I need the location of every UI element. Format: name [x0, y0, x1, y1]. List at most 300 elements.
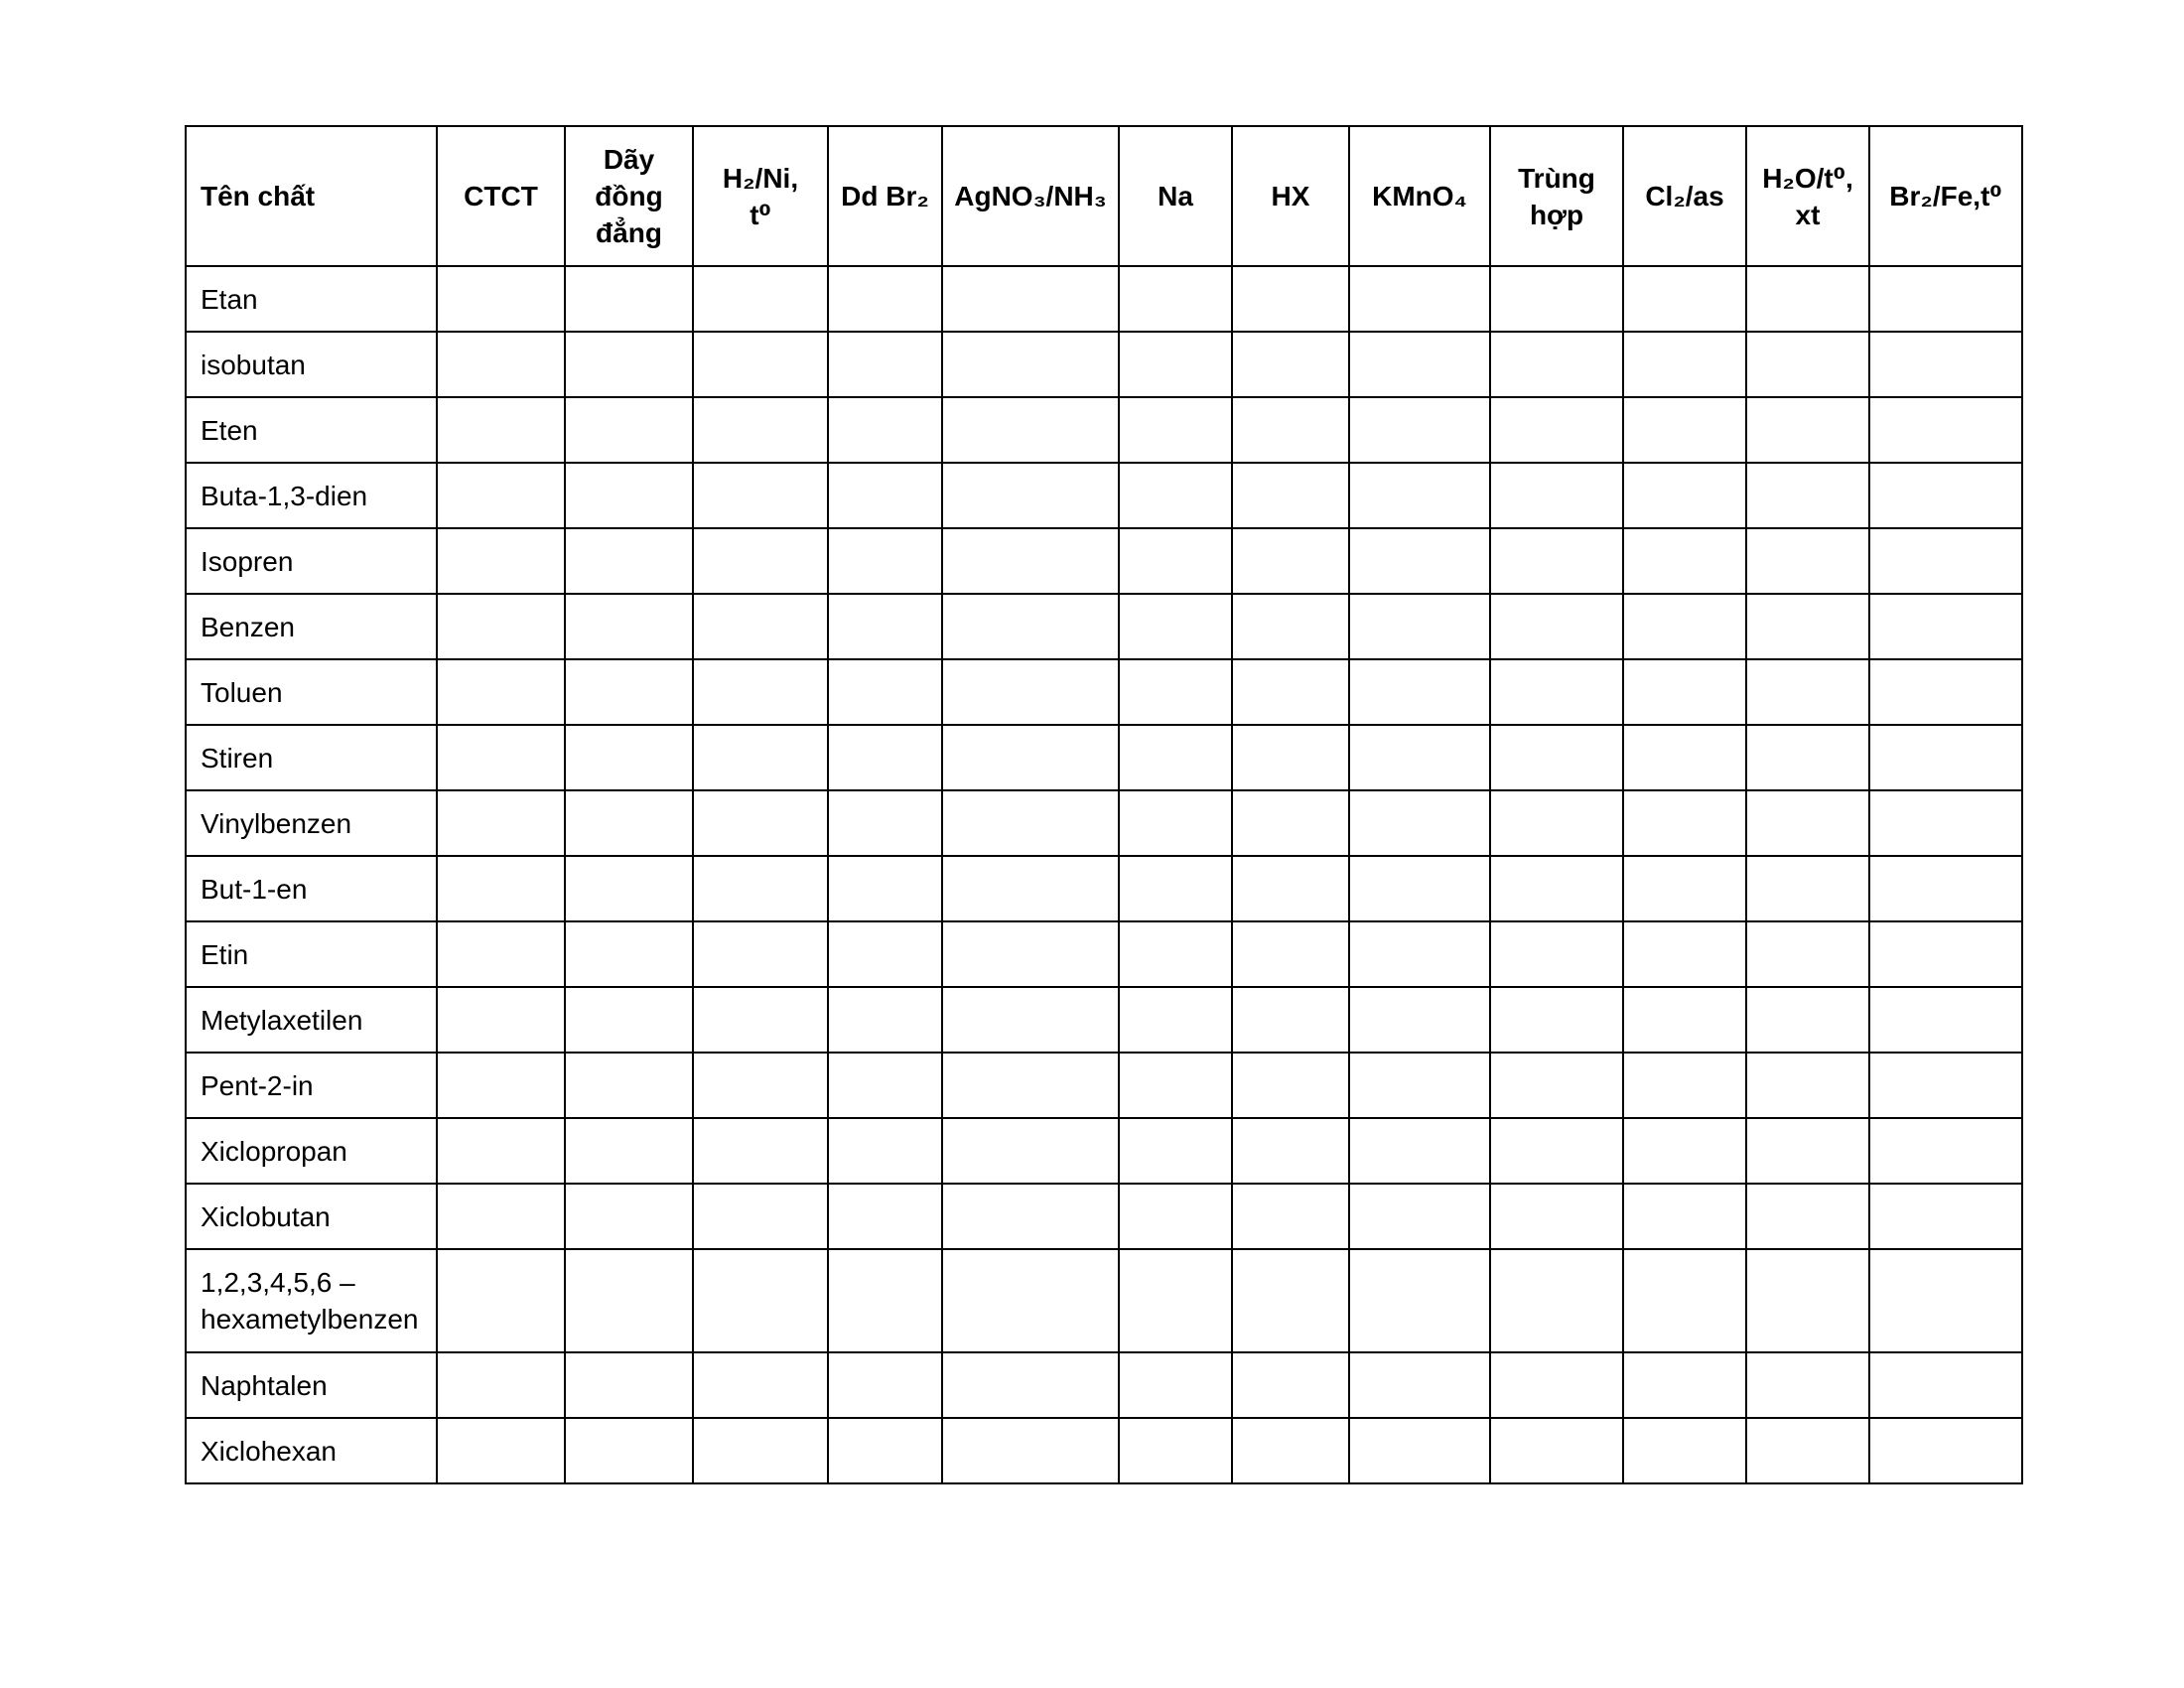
empty-cell-na[interactable]: [1119, 397, 1232, 463]
column-header-line: Dd Br₂: [841, 181, 929, 211]
empty-cell-ctct[interactable]: [437, 659, 565, 725]
column-header-line: AgNO₃/NH₃: [954, 181, 1107, 211]
empty-cell-na[interactable]: [1119, 1418, 1232, 1483]
empty-cell-h2-ni[interactable]: [693, 1249, 828, 1352]
empty-cell-kmno4[interactable]: [1349, 1418, 1490, 1483]
empty-cell-br2-fe[interactable]: [1869, 397, 2022, 463]
empty-cell-day-dong-dang[interactable]: [565, 528, 693, 594]
empty-cell-dd-br2[interactable]: [828, 1118, 942, 1184]
empty-cell-cl2-as[interactable]: [1623, 1053, 1746, 1118]
empty-cell-agno3-nh3[interactable]: [942, 1118, 1119, 1184]
empty-cell-h2o-xt[interactable]: [1746, 1418, 1869, 1483]
empty-cell-agno3-nh3[interactable]: [942, 856, 1119, 921]
substance-name: Stiren: [201, 742, 274, 774]
substance-name: isobutan: [201, 349, 306, 380]
empty-cell-day-dong-dang[interactable]: [565, 1418, 693, 1483]
empty-cell-dd-br2[interactable]: [828, 1418, 942, 1483]
substance-name: Etin: [201, 938, 249, 970]
empty-cell-h2-ni[interactable]: [693, 594, 828, 659]
empty-cell-br2-fe[interactable]: [1869, 266, 2022, 332]
empty-cell-dd-br2[interactable]: [828, 1053, 942, 1118]
empty-cell-day-dong-dang[interactable]: [565, 1118, 693, 1184]
empty-cell-na[interactable]: [1119, 725, 1232, 790]
empty-cell-dd-br2[interactable]: [828, 528, 942, 594]
empty-cell-br2-fe[interactable]: [1869, 725, 2022, 790]
empty-cell-h2o-xt[interactable]: [1746, 659, 1869, 725]
empty-cell-cl2-as[interactable]: [1623, 921, 1746, 987]
substance-name: Vinylbenzen: [201, 807, 352, 839]
empty-cell-na[interactable]: [1119, 1118, 1232, 1184]
empty-cell-na[interactable]: [1119, 856, 1232, 921]
empty-cell-cl2-as[interactable]: [1623, 332, 1746, 397]
empty-cell-na[interactable]: [1119, 1352, 1232, 1418]
substance-name-cell: [186, 790, 437, 856]
substance-name: Naphtalen: [201, 1369, 328, 1401]
empty-cell-br2-fe[interactable]: [1869, 463, 2022, 528]
table-row: [186, 332, 2022, 397]
substance-name: Buta-1,3-dien: [201, 480, 368, 511]
empty-cell-h2o-xt[interactable]: [1746, 856, 1869, 921]
empty-cell-trung-hop[interactable]: [1490, 1418, 1623, 1483]
empty-cell-na[interactable]: [1119, 266, 1232, 332]
empty-cell-dd-br2[interactable]: [828, 987, 942, 1053]
empty-cell-hx[interactable]: [1232, 1184, 1349, 1249]
substance-name: Etan: [201, 283, 258, 315]
empty-cell-dd-br2[interactable]: [828, 594, 942, 659]
column-header-br2-fe: [1869, 126, 2022, 266]
empty-cell-ctct[interactable]: [437, 1118, 565, 1184]
empty-cell-kmno4[interactable]: [1349, 1118, 1490, 1184]
substance-name: Eten: [201, 414, 258, 446]
substance-name: 1,2,3,4,5,6 –: [201, 1267, 355, 1298]
substance-name: Xiclopropan: [201, 1135, 347, 1167]
empty-cell-br2-fe[interactable]: [1869, 528, 2022, 594]
empty-cell-kmno4[interactable]: [1349, 266, 1490, 332]
empty-cell-day-dong-dang[interactable]: [565, 987, 693, 1053]
empty-cell-br2-fe[interactable]: [1869, 1352, 2022, 1418]
empty-cell-ctct[interactable]: [437, 332, 565, 397]
empty-cell-trung-hop[interactable]: [1490, 1249, 1623, 1352]
empty-cell-cl2-as[interactable]: [1623, 1352, 1746, 1418]
empty-cell-cl2-as[interactable]: [1623, 1418, 1746, 1483]
empty-cell-trung-hop[interactable]: [1490, 1118, 1623, 1184]
empty-cell-dd-br2[interactable]: [828, 921, 942, 987]
empty-cell-br2-fe[interactable]: [1869, 1418, 2022, 1483]
table-row: [186, 1118, 2022, 1184]
empty-cell-hx[interactable]: [1232, 659, 1349, 725]
column-header-line: Dãy: [603, 144, 655, 175]
substance-name: Benzen: [201, 611, 295, 642]
empty-cell-br2-fe[interactable]: [1869, 332, 2022, 397]
empty-cell-hx[interactable]: [1232, 1249, 1349, 1352]
column-header-line: Tên chất: [201, 181, 316, 211]
empty-cell-cl2-as[interactable]: [1623, 725, 1746, 790]
empty-cell-agno3-nh3[interactable]: [942, 921, 1119, 987]
column-header-h2-ni: [693, 126, 828, 266]
empty-cell-h2o-xt[interactable]: [1746, 594, 1869, 659]
empty-cell-ctct[interactable]: [437, 856, 565, 921]
empty-cell-trung-hop[interactable]: [1490, 528, 1623, 594]
empty-cell-cl2-as[interactable]: [1623, 397, 1746, 463]
empty-cell-day-dong-dang[interactable]: [565, 332, 693, 397]
empty-cell-day-dong-dang[interactable]: [565, 659, 693, 725]
empty-cell-trung-hop[interactable]: [1490, 594, 1623, 659]
empty-cell-agno3-nh3[interactable]: [942, 725, 1119, 790]
empty-cell-ctct[interactable]: [437, 790, 565, 856]
substance-name-cell: [186, 1053, 437, 1118]
empty-cell-ctct[interactable]: [437, 1184, 565, 1249]
empty-cell-h2o-xt[interactable]: [1746, 725, 1869, 790]
substance-name: Xiclobutan: [201, 1200, 331, 1232]
empty-cell-kmno4[interactable]: [1349, 856, 1490, 921]
empty-cell-na[interactable]: [1119, 332, 1232, 397]
substance-name-cell: [186, 463, 437, 528]
empty-cell-na[interactable]: [1119, 921, 1232, 987]
empty-cell-dd-br2[interactable]: [828, 659, 942, 725]
empty-cell-day-dong-dang[interactable]: [565, 921, 693, 987]
empty-cell-day-dong-dang[interactable]: [565, 1249, 693, 1352]
substance-name-cell: [186, 1118, 437, 1184]
empty-cell-trung-hop[interactable]: [1490, 332, 1623, 397]
empty-cell-agno3-nh3[interactable]: [942, 528, 1119, 594]
empty-cell-h2o-xt[interactable]: [1746, 266, 1869, 332]
column-header-line: Br₂/Fe,t⁰: [1889, 181, 2002, 211]
empty-cell-h2-ni[interactable]: [693, 1118, 828, 1184]
empty-cell-br2-fe[interactable]: [1869, 921, 2022, 987]
empty-cell-h2-ni[interactable]: [693, 987, 828, 1053]
substance-name-cell: [186, 594, 437, 659]
empty-cell-cl2-as[interactable]: [1623, 528, 1746, 594]
empty-cell-dd-br2[interactable]: [828, 397, 942, 463]
empty-cell-ctct[interactable]: [437, 1352, 565, 1418]
empty-cell-hx[interactable]: [1232, 397, 1349, 463]
substance-name: Toluen: [201, 676, 283, 708]
empty-cell-kmno4[interactable]: [1349, 594, 1490, 659]
empty-cell-h2-ni[interactable]: [693, 266, 828, 332]
empty-cell-day-dong-dang[interactable]: [565, 463, 693, 528]
empty-cell-br2-fe[interactable]: [1869, 1249, 2022, 1352]
empty-cell-na[interactable]: [1119, 790, 1232, 856]
empty-cell-cl2-as[interactable]: [1623, 266, 1746, 332]
empty-cell-day-dong-dang[interactable]: [565, 725, 693, 790]
empty-cell-h2o-xt[interactable]: [1746, 1249, 1869, 1352]
empty-cell-h2o-xt[interactable]: [1746, 332, 1869, 397]
empty-cell-agno3-nh3[interactable]: [942, 1352, 1119, 1418]
empty-cell-hx[interactable]: [1232, 987, 1349, 1053]
empty-cell-cl2-as[interactable]: [1623, 463, 1746, 528]
empty-cell-trung-hop[interactable]: [1490, 725, 1623, 790]
empty-cell-hx[interactable]: [1232, 921, 1349, 987]
table-row: [186, 856, 2022, 921]
table-row: [186, 397, 2022, 463]
column-header-h2o-xt: [1746, 126, 1869, 266]
empty-cell-ctct[interactable]: [437, 594, 565, 659]
empty-cell-trung-hop[interactable]: [1490, 397, 1623, 463]
empty-cell-ctct[interactable]: [437, 725, 565, 790]
empty-cell-na[interactable]: [1119, 594, 1232, 659]
empty-cell-day-dong-dang[interactable]: [565, 1184, 693, 1249]
empty-cell-ctct[interactable]: [437, 1053, 565, 1118]
empty-cell-hx[interactable]: [1232, 1352, 1349, 1418]
substance-name-cell: [186, 725, 437, 790]
empty-cell-trung-hop[interactable]: [1490, 1184, 1623, 1249]
empty-cell-h2o-xt[interactable]: [1746, 790, 1869, 856]
empty-cell-kmno4[interactable]: [1349, 987, 1490, 1053]
empty-cell-br2-fe[interactable]: [1869, 659, 2022, 725]
substance-name: Isopren: [201, 545, 294, 577]
table-row: [186, 266, 2022, 332]
column-header-line: KMnO₄: [1372, 181, 1467, 211]
empty-cell-agno3-nh3[interactable]: [942, 987, 1119, 1053]
empty-cell-kmno4[interactable]: [1349, 790, 1490, 856]
empty-cell-trung-hop[interactable]: [1490, 987, 1623, 1053]
empty-cell-trung-hop[interactable]: [1490, 1352, 1623, 1418]
empty-cell-trung-hop[interactable]: [1490, 463, 1623, 528]
header-row: [186, 126, 2022, 266]
empty-cell-h2o-xt[interactable]: [1746, 397, 1869, 463]
empty-cell-kmno4[interactable]: [1349, 332, 1490, 397]
empty-cell-br2-fe[interactable]: [1869, 790, 2022, 856]
empty-cell-h2o-xt[interactable]: [1746, 528, 1869, 594]
empty-cell-kmno4[interactable]: [1349, 1184, 1490, 1249]
empty-cell-h2-ni[interactable]: [693, 397, 828, 463]
empty-cell-day-dong-dang[interactable]: [565, 1352, 693, 1418]
substance-name: Metylaxetilen: [201, 1004, 363, 1036]
empty-cell-hx[interactable]: [1232, 594, 1349, 659]
empty-cell-kmno4[interactable]: [1349, 397, 1490, 463]
empty-cell-ctct[interactable]: [437, 1418, 565, 1483]
empty-cell-br2-fe[interactable]: [1869, 987, 2022, 1053]
empty-cell-ctct[interactable]: [437, 463, 565, 528]
table-row: [186, 987, 2022, 1053]
empty-cell-cl2-as[interactable]: [1623, 1249, 1746, 1352]
empty-cell-h2-ni[interactable]: [693, 659, 828, 725]
empty-cell-dd-br2[interactable]: [828, 1184, 942, 1249]
empty-cell-agno3-nh3[interactable]: [942, 659, 1119, 725]
substance-name-cell: [186, 332, 437, 397]
table-row: [186, 790, 2022, 856]
empty-cell-kmno4[interactable]: [1349, 725, 1490, 790]
substance-name-cell: [186, 1184, 437, 1249]
substance-name-cell: [186, 397, 437, 463]
empty-cell-hx[interactable]: [1232, 528, 1349, 594]
empty-cell-na[interactable]: [1119, 1184, 1232, 1249]
empty-cell-h2o-xt[interactable]: [1746, 1118, 1869, 1184]
empty-cell-hx[interactable]: [1232, 463, 1349, 528]
empty-cell-kmno4[interactable]: [1349, 463, 1490, 528]
substance-name: hexametylbenzen: [201, 1304, 419, 1335]
column-header-line: HX: [1271, 181, 1310, 211]
empty-cell-na[interactable]: [1119, 1249, 1232, 1352]
empty-cell-h2-ni[interactable]: [693, 725, 828, 790]
empty-cell-hx[interactable]: [1232, 725, 1349, 790]
empty-cell-cl2-as[interactable]: [1623, 659, 1746, 725]
empty-cell-h2o-xt[interactable]: [1746, 987, 1869, 1053]
table-row: [186, 1352, 2022, 1418]
column-header-line: Cl₂/as: [1645, 181, 1724, 211]
empty-cell-kmno4[interactable]: [1349, 1053, 1490, 1118]
empty-cell-h2-ni[interactable]: [693, 1352, 828, 1418]
empty-cell-cl2-as[interactable]: [1623, 1184, 1746, 1249]
table-row: [186, 921, 2022, 987]
empty-cell-h2-ni[interactable]: [693, 1053, 828, 1118]
substance-name: Xiclohexan: [201, 1435, 337, 1467]
reaction-table: [185, 125, 2023, 1484]
substance-name: But-1-en: [201, 873, 308, 905]
empty-cell-h2-ni[interactable]: [693, 528, 828, 594]
table-row: [186, 1184, 2022, 1249]
substance-name-cell: [186, 528, 437, 594]
empty-cell-agno3-nh3[interactable]: [942, 1418, 1119, 1483]
empty-cell-kmno4[interactable]: [1349, 1352, 1490, 1418]
empty-cell-br2-fe[interactable]: [1869, 1118, 2022, 1184]
column-header-dd-br2: [828, 126, 942, 266]
empty-cell-agno3-nh3[interactable]: [942, 1184, 1119, 1249]
table-row: [186, 725, 2022, 790]
empty-cell-trung-hop[interactable]: [1490, 921, 1623, 987]
empty-cell-agno3-nh3[interactable]: [942, 1249, 1119, 1352]
column-header-line: Trùng: [1518, 162, 1595, 194]
empty-cell-br2-fe[interactable]: [1869, 594, 2022, 659]
empty-cell-h2o-xt[interactable]: [1746, 1352, 1869, 1418]
empty-cell-cl2-as[interactable]: [1623, 594, 1746, 659]
empty-cell-kmno4[interactable]: [1349, 1249, 1490, 1352]
empty-cell-h2o-xt[interactable]: [1746, 463, 1869, 528]
empty-cell-agno3-nh3[interactable]: [942, 332, 1119, 397]
empty-cell-na[interactable]: [1119, 659, 1232, 725]
column-header-line: đẳng: [596, 217, 662, 248]
empty-cell-trung-hop[interactable]: [1490, 266, 1623, 332]
empty-cell-h2-ni[interactable]: [693, 856, 828, 921]
empty-cell-hx[interactable]: [1232, 1118, 1349, 1184]
empty-cell-kmno4[interactable]: [1349, 659, 1490, 725]
column-header-ten-chat: [186, 126, 437, 266]
column-header-line: xt: [1795, 199, 1821, 230]
empty-cell-agno3-nh3[interactable]: [942, 463, 1119, 528]
empty-cell-agno3-nh3[interactable]: [942, 397, 1119, 463]
empty-cell-ctct[interactable]: [437, 1249, 565, 1352]
empty-cell-na[interactable]: [1119, 1053, 1232, 1118]
column-header-line: hợp: [1529, 199, 1584, 230]
column-header-hx: [1232, 126, 1349, 266]
empty-cell-dd-br2[interactable]: [828, 725, 942, 790]
empty-cell-dd-br2[interactable]: [828, 463, 942, 528]
empty-cell-dd-br2[interactable]: [828, 1352, 942, 1418]
table-row: [186, 463, 2022, 528]
empty-cell-h2-ni[interactable]: [693, 921, 828, 987]
column-header-line: CTCT: [464, 181, 538, 211]
empty-cell-dd-br2[interactable]: [828, 790, 942, 856]
table-header: [186, 126, 2022, 266]
empty-cell-ctct[interactable]: [437, 987, 565, 1053]
empty-cell-na[interactable]: [1119, 987, 1232, 1053]
empty-cell-hx[interactable]: [1232, 1053, 1349, 1118]
empty-cell-ctct[interactable]: [437, 921, 565, 987]
empty-cell-br2-fe[interactable]: [1869, 856, 2022, 921]
table-row: [186, 659, 2022, 725]
column-header-ctct: [437, 126, 565, 266]
table-row: [186, 1249, 2022, 1352]
empty-cell-dd-br2[interactable]: [828, 856, 942, 921]
empty-cell-agno3-nh3[interactable]: [942, 266, 1119, 332]
empty-cell-trung-hop[interactable]: [1490, 856, 1623, 921]
empty-cell-trung-hop[interactable]: [1490, 659, 1623, 725]
table-row: [186, 594, 2022, 659]
substance-name-cell: [186, 921, 437, 987]
empty-cell-h2o-xt[interactable]: [1746, 921, 1869, 987]
empty-cell-h2-ni[interactable]: [693, 1184, 828, 1249]
table-row: [186, 528, 2022, 594]
empty-cell-agno3-nh3[interactable]: [942, 790, 1119, 856]
empty-cell-dd-br2[interactable]: [828, 332, 942, 397]
column-header-line: đồng: [595, 181, 663, 211]
substance-name-cell: [186, 659, 437, 725]
empty-cell-br2-fe[interactable]: [1869, 1053, 2022, 1118]
column-header-cl2-as: [1623, 126, 1746, 266]
empty-cell-kmno4[interactable]: [1349, 921, 1490, 987]
empty-cell-na[interactable]: [1119, 463, 1232, 528]
empty-cell-cl2-as[interactable]: [1623, 790, 1746, 856]
empty-cell-agno3-nh3[interactable]: [942, 1053, 1119, 1118]
empty-cell-h2-ni[interactable]: [693, 332, 828, 397]
empty-cell-cl2-as[interactable]: [1623, 1118, 1746, 1184]
empty-cell-day-dong-dang[interactable]: [565, 266, 693, 332]
empty-cell-hx[interactable]: [1232, 856, 1349, 921]
empty-cell-br2-fe[interactable]: [1869, 1184, 2022, 1249]
empty-cell-cl2-as[interactable]: [1623, 856, 1746, 921]
empty-cell-day-dong-dang[interactable]: [565, 790, 693, 856]
column-header-kmno4: [1349, 126, 1490, 266]
column-header-na: [1119, 126, 1232, 266]
column-header-agno3-nh3: [942, 126, 1119, 266]
empty-cell-hx[interactable]: [1232, 266, 1349, 332]
table-row: [186, 1418, 2022, 1483]
empty-cell-cl2-as[interactable]: [1623, 987, 1746, 1053]
empty-cell-kmno4[interactable]: [1349, 528, 1490, 594]
empty-cell-dd-br2[interactable]: [828, 1249, 942, 1352]
column-header-line: Na: [1158, 181, 1193, 211]
substance-name-cell: [186, 1418, 437, 1483]
empty-cell-ctct[interactable]: [437, 266, 565, 332]
column-header-line: t⁰: [750, 199, 771, 230]
empty-cell-h2-ni[interactable]: [693, 1418, 828, 1483]
column-header-trung-hop: [1490, 126, 1623, 266]
empty-cell-ctct[interactable]: [437, 397, 565, 463]
empty-cell-hx[interactable]: [1232, 790, 1349, 856]
empty-cell-day-dong-dang[interactable]: [565, 1053, 693, 1118]
empty-cell-na[interactable]: [1119, 528, 1232, 594]
table-body: [186, 266, 2022, 1483]
empty-cell-trung-hop[interactable]: [1490, 1053, 1623, 1118]
empty-cell-h2-ni[interactable]: [693, 790, 828, 856]
empty-cell-h2o-xt[interactable]: [1746, 1053, 1869, 1118]
empty-cell-ctct[interactable]: [437, 528, 565, 594]
empty-cell-agno3-nh3[interactable]: [942, 594, 1119, 659]
empty-cell-day-dong-dang[interactable]: [565, 594, 693, 659]
empty-cell-day-dong-dang[interactable]: [565, 397, 693, 463]
empty-cell-hx[interactable]: [1232, 1418, 1349, 1483]
column-header-day-dong-dang: [565, 126, 693, 266]
empty-cell-trung-hop[interactable]: [1490, 790, 1623, 856]
empty-cell-dd-br2[interactable]: [828, 266, 942, 332]
empty-cell-hx[interactable]: [1232, 332, 1349, 397]
empty-cell-h2-ni[interactable]: [693, 463, 828, 528]
empty-cell-day-dong-dang[interactable]: [565, 856, 693, 921]
empty-cell-h2o-xt[interactable]: [1746, 1184, 1869, 1249]
substance-name: Pent-2-in: [201, 1069, 314, 1101]
table-row: [186, 1053, 2022, 1118]
substance-name-cell: [186, 1352, 437, 1418]
